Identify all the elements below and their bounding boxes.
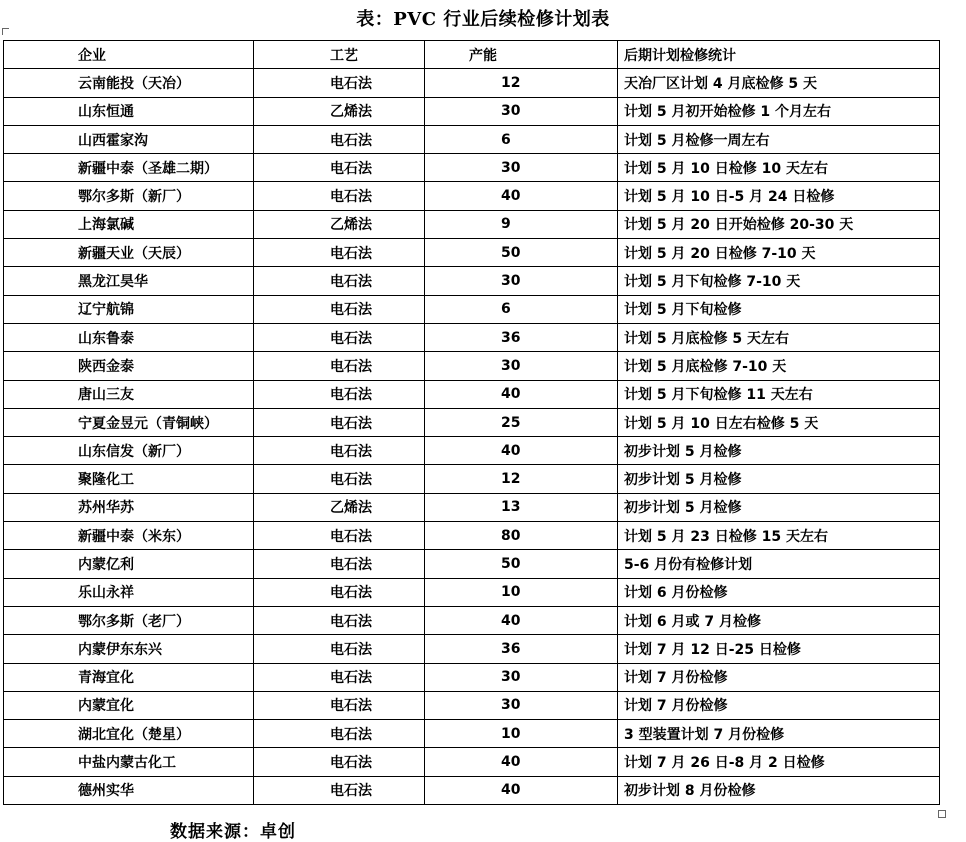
- cell-capacity: 10: [425, 578, 618, 606]
- cell-plan: 计划 5 月 20 日检修 7-10 天: [618, 239, 940, 267]
- table-row: [4, 578, 940, 606]
- cell-plan: 5-6 月份有检修计划: [618, 550, 940, 578]
- cell-process: 电石法: [254, 606, 425, 634]
- table-body: [4, 69, 940, 805]
- cell-capacity: 50: [425, 239, 618, 267]
- table-row: [4, 210, 940, 238]
- table-row: [4, 550, 940, 578]
- table-row: [4, 720, 940, 748]
- table-title: 表：PVC 行业后续检修计划表: [356, 9, 610, 30]
- cell-process: 电石法: [254, 550, 425, 578]
- cell-process: 电石法: [254, 267, 425, 295]
- cell-plan: 计划 7 月 26 日-8 月 2 日检修: [618, 748, 940, 776]
- cell-capacity: 80: [425, 522, 618, 550]
- table-row: [4, 323, 940, 351]
- table-row: [4, 239, 940, 267]
- table-row: [4, 776, 940, 804]
- cell-capacity: 40: [425, 606, 618, 634]
- cell-company: 内蒙宜化: [4, 691, 254, 719]
- cell-process: 电石法: [254, 691, 425, 719]
- cell-plan: 初步计划 5 月检修: [618, 437, 940, 465]
- cell-process: 电石法: [254, 578, 425, 606]
- table-row: [4, 267, 940, 295]
- cell-process: 乙烯法: [254, 493, 425, 521]
- table-row: [4, 182, 940, 210]
- header-plan: 后期计划检修统计: [618, 41, 940, 69]
- cell-capacity: 30: [425, 97, 618, 125]
- cell-plan: 计划 5 月初开始检修 1 个月左右: [618, 97, 940, 125]
- cell-plan: 3 型装置计划 7 月份检修: [618, 720, 940, 748]
- cell-company: 鄂尔多斯（老厂）: [4, 606, 254, 634]
- cell-process: 乙烯法: [254, 97, 425, 125]
- cell-company: 中盐内蒙古化工: [4, 748, 254, 776]
- cell-company: 内蒙伊东东兴: [4, 635, 254, 663]
- cell-company: 山东信发（新厂）: [4, 437, 254, 465]
- cell-plan: 计划 6 月份检修: [618, 578, 940, 606]
- cell-capacity: 40: [425, 437, 618, 465]
- cell-capacity: 36: [425, 635, 618, 663]
- cell-company: 陕西金泰: [4, 352, 254, 380]
- cell-capacity: 30: [425, 154, 618, 182]
- cell-capacity: 30: [425, 352, 618, 380]
- cell-plan: 计划 5 月 10 日检修 10 天左右: [618, 154, 940, 182]
- cell-plan: 计划 5 月底检修 7-10 天: [618, 352, 940, 380]
- cell-capacity: 30: [425, 267, 618, 295]
- table-row: [4, 606, 940, 634]
- cell-plan: 计划 5 月检修一周左右: [618, 125, 940, 153]
- cell-company: 德州实华: [4, 776, 254, 804]
- table-row: [4, 97, 940, 125]
- table-row: [4, 437, 940, 465]
- header-company: 企业: [4, 41, 254, 69]
- cell-process: 电石法: [254, 323, 425, 351]
- cell-company: 苏州华苏: [4, 493, 254, 521]
- cell-process: 电石法: [254, 182, 425, 210]
- cell-plan: 计划 7 月 12 日-25 日检修: [618, 635, 940, 663]
- cell-capacity: 12: [425, 465, 618, 493]
- cell-plan: 计划 5 月下旬检修: [618, 295, 940, 323]
- cell-capacity: 30: [425, 691, 618, 719]
- cell-company: 聚隆化工: [4, 465, 254, 493]
- table-row: [4, 635, 940, 663]
- cell-process: 电石法: [254, 154, 425, 182]
- header-capacity: 产能: [425, 41, 618, 69]
- cell-plan: 计划 5 月下旬检修 11 天左右: [618, 380, 940, 408]
- cell-capacity: 6: [425, 125, 618, 153]
- cell-company: 云南能投（天冶）: [4, 69, 254, 97]
- cell-process: 电石法: [254, 437, 425, 465]
- cell-plan: 计划 7 月份检修: [618, 691, 940, 719]
- cell-company: 乐山永祥: [4, 578, 254, 606]
- cell-process: 电石法: [254, 408, 425, 436]
- cell-company: 内蒙亿利: [4, 550, 254, 578]
- table-row: [4, 125, 940, 153]
- cell-process: 电石法: [254, 522, 425, 550]
- cell-company: 新疆天业（天辰）: [4, 239, 254, 267]
- cell-process: 电石法: [254, 748, 425, 776]
- cell-company: 新疆中泰（圣雄二期）: [4, 154, 254, 182]
- cell-plan: 计划 5 月 10 日左右检修 5 天: [618, 408, 940, 436]
- cell-plan: 计划 5 月下旬检修 7-10 天: [618, 267, 940, 295]
- cell-plan: 初步计划 5 月检修: [618, 465, 940, 493]
- table-row: [4, 352, 940, 380]
- cell-capacity: 6: [425, 295, 618, 323]
- cell-capacity: 50: [425, 550, 618, 578]
- cell-capacity: 10: [425, 720, 618, 748]
- cell-company: 辽宁航锦: [4, 295, 254, 323]
- cell-plan: 初步计划 8 月份检修: [618, 776, 940, 804]
- table-row: [4, 408, 940, 436]
- cell-process: 乙烯法: [254, 210, 425, 238]
- cell-capacity: 40: [425, 776, 618, 804]
- cell-plan: 计划 5 月 10 日-5 月 24 日检修: [618, 182, 940, 210]
- cell-company: 山东鲁泰: [4, 323, 254, 351]
- data-source: 数据来源：卓创: [170, 822, 296, 842]
- cell-process: 电石法: [254, 239, 425, 267]
- cell-plan: 初步计划 5 月检修: [618, 493, 940, 521]
- cell-company: 黑龙江昊华: [4, 267, 254, 295]
- cell-capacity: 9: [425, 210, 618, 238]
- cell-plan: 计划 5 月 23 日检修 15 天左右: [618, 522, 940, 550]
- cell-process: 电石法: [254, 69, 425, 97]
- cell-process: 电石法: [254, 380, 425, 408]
- cell-capacity: 30: [425, 663, 618, 691]
- header-row: [4, 41, 940, 69]
- cell-process: 电石法: [254, 635, 425, 663]
- cell-company: 湖北宜化（楚星）: [4, 720, 254, 748]
- table-row: [4, 748, 940, 776]
- table-row: [4, 663, 940, 691]
- cell-process: 电石法: [254, 465, 425, 493]
- cell-process: 电石法: [254, 352, 425, 380]
- cell-capacity: 13: [425, 493, 618, 521]
- cell-company: 上海氯碱: [4, 210, 254, 238]
- table-row: [4, 522, 940, 550]
- cell-plan: 计划 7 月份检修: [618, 663, 940, 691]
- header-process: 工艺: [254, 41, 425, 69]
- cell-company: 鄂尔多斯（新厂）: [4, 182, 254, 210]
- cell-company: 宁夏金昱元（青铜峡）: [4, 408, 254, 436]
- cell-plan: 天冶厂区计划 4 月底检修 5 天: [618, 69, 940, 97]
- cell-capacity: 12: [425, 69, 618, 97]
- cell-capacity: 40: [425, 748, 618, 776]
- corner-mark: [2, 28, 9, 35]
- cell-capacity: 36: [425, 323, 618, 351]
- cell-company: 山西霍家沟: [4, 125, 254, 153]
- cell-capacity: 25: [425, 408, 618, 436]
- cell-company: 新疆中泰（米东）: [4, 522, 254, 550]
- table-row: [4, 465, 940, 493]
- table-row: [4, 493, 940, 521]
- cell-capacity: 40: [425, 380, 618, 408]
- cell-process: 电石法: [254, 720, 425, 748]
- cell-plan: 计划 5 月 20 日开始检修 20-30 天: [618, 210, 940, 238]
- table-row: [4, 154, 940, 182]
- cell-process: 电石法: [254, 295, 425, 323]
- table-row: [4, 380, 940, 408]
- cell-company: 山东恒通: [4, 97, 254, 125]
- cell-capacity: 40: [425, 182, 618, 210]
- cell-process: 电石法: [254, 663, 425, 691]
- cell-company: 青海宜化: [4, 663, 254, 691]
- table-row: [4, 69, 940, 97]
- cell-plan: 计划 5 月底检修 5 天左右: [618, 323, 940, 351]
- cell-company: 唐山三友: [4, 380, 254, 408]
- table-row: [4, 691, 940, 719]
- table-row: [4, 295, 940, 323]
- cell-plan: 计划 6 月或 7 月检修: [618, 606, 940, 634]
- corner-mark: [938, 810, 946, 818]
- maintenance-table: [3, 40, 940, 805]
- cell-process: 电石法: [254, 125, 425, 153]
- cell-process: 电石法: [254, 776, 425, 804]
